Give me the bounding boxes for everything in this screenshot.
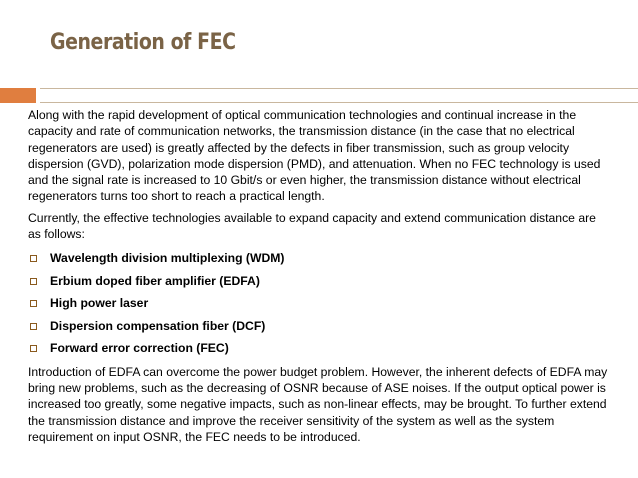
square-bullet-icon — [30, 345, 37, 352]
slide-title: Generation of FEC — [50, 30, 236, 55]
square-bullet-icon — [30, 278, 37, 285]
slide-body — [28, 107, 610, 450]
list-item — [28, 270, 610, 293]
list-item-label: Dispersion compensation fiber (DCF) — [50, 318, 266, 333]
list-item — [28, 315, 610, 338]
list-item — [28, 247, 610, 270]
list-item-label: Erbium doped fiber amplifier (EDFA) — [50, 273, 260, 288]
square-bullet-icon — [30, 300, 37, 307]
conclusion-paragraph: Introduction of EDFA can overcome the power budget problem. However, the inherent defects of EDFA may bring new problems, such as the decreasing of OSNR because of ASE noises. If the output optical power is increased too greatly, some negative impacts, such as non-linear effects, may be brought. To further extend the transmission distance and improve the receiver sensitivity of the system as well as the system requirement on input OSNR, the FEC needs to be introduced. — [28, 364, 608, 445]
list-item-label: Wavelength division multiplexing (WDM) — [50, 251, 285, 266]
accent-divider — [40, 88, 638, 103]
square-bullet-icon — [30, 255, 37, 262]
accent-block — [0, 88, 36, 103]
list-item — [28, 337, 610, 360]
list-item-label: High power laser — [50, 296, 149, 311]
list-item — [28, 292, 610, 315]
technologies-intro-paragraph: Currently, the effective technologies available to expand capacity and extend communication distance are as follows: — [28, 210, 596, 242]
list-item-label: Forward error correction (FEC) — [50, 341, 229, 356]
technology-list — [28, 247, 610, 360]
intro-paragraph: Along with the rapid development of optical communication technologies and continual increase in the capacity and rate of communication networks, the transmission distance (in the case that no electrical regenerators are used) is greatly affected by the defects in fiber transmission, such as group velocity dispersion (GVD), polarization mode dispersion (PMD), and attenuation. When no FEC technology is used and the signal rate is increased to 10 Gbit/s or even higher, the transmission distance without electrical regenerators turns too short to reach a practical length. — [28, 108, 601, 204]
square-bullet-icon — [30, 323, 37, 330]
